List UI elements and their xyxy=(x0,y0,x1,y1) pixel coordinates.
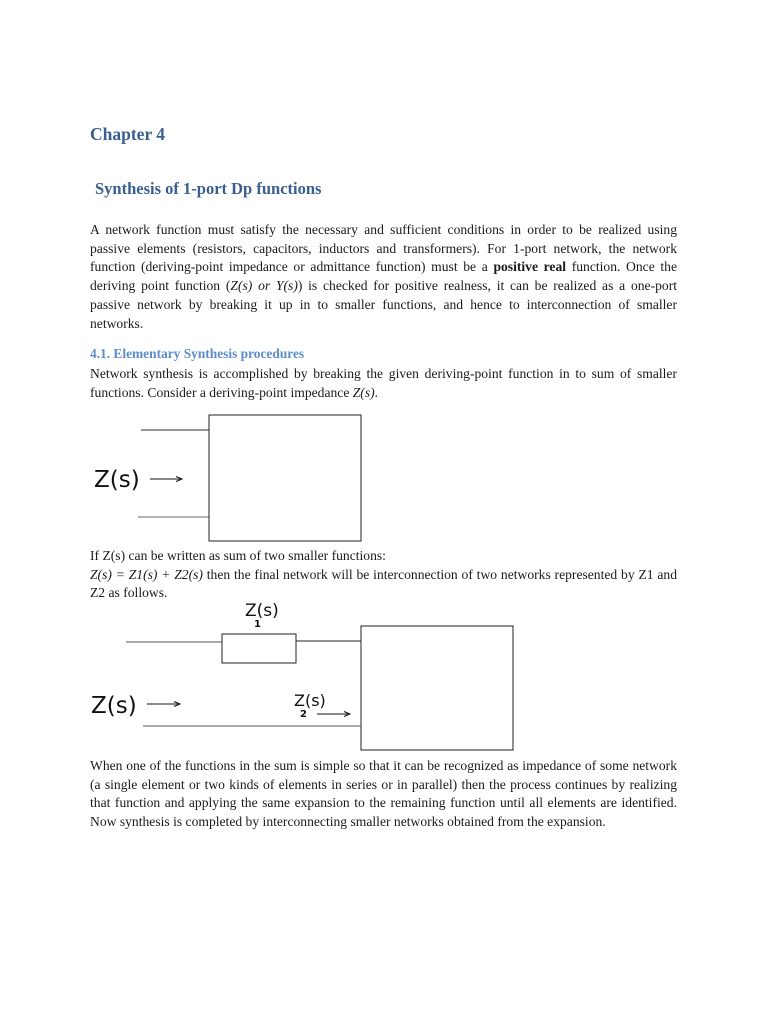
closing-paragraph: When one of the functions in the sum is simple so that it can be recognized as impedance of some network (a single element or two kinds of elements in series or in parallel) then the process continues by realizing that function and applying the same expansion to the remaining function until all elements are identified. Now synthesis is completed by interconnecting smaller networks obtained from the expansion. xyxy=(90,758,677,830)
sum-text-2: then the final network will be interconnection of two networks represented by Z1 and Z2 as follows. xyxy=(90,566,677,601)
sum-equation: Z(s) = Z1(s) + Z2(s) xyxy=(90,566,203,582)
fig2-z2-subscript: 2 xyxy=(300,709,307,720)
intro-text-2: function. Once the deriving point function ( xyxy=(90,259,677,294)
intro-text-1: A network function must satisfy the necessary and sufficient conditions in order to be realized using passive elements (resistors, capacitors, inductors and transformers). For 1-port network, the network function (deriving-point impedance or admittance function) must be a xyxy=(90,222,677,275)
intro-text-3: ) is checked for positive realness, it can be realized as a one-port passive network by breaking it up in to smaller functions, and hence to interconnection of smaller networks. xyxy=(90,278,677,331)
fig1-impedance-label: Z(s) xyxy=(94,467,140,493)
synthesis-text-1: Network synthesis is accomplished by breaking the given deriving-point function in to sum of smaller functions. Consider a deriving-point impedance xyxy=(90,366,677,400)
section-title: Synthesis of 1-port Dp functions xyxy=(95,179,322,198)
fig2-z2-label: Z(s) xyxy=(294,691,326,710)
impedance-notation: Z(s) xyxy=(352,384,375,400)
synthesis-text-2: . xyxy=(374,384,379,400)
chapter-heading: Chapter 4 xyxy=(90,124,166,144)
subsection-heading: 4.1. Elementary Synthesis procedures xyxy=(90,346,305,361)
fig2-z1-subscript: 1 xyxy=(254,619,261,630)
fig2-z1-label: Z(s) xyxy=(245,601,279,621)
fig2-impedance-label: Z(s) xyxy=(91,693,137,719)
fig2-z1-element xyxy=(222,634,296,663)
function-notation: Z(s) or Y(s) xyxy=(230,278,298,294)
fig2-z2-network-box xyxy=(361,626,513,750)
sum-line-1: If Z(s) can be written as sum of two smaller functions: xyxy=(90,548,386,563)
positive-real-term: positive real xyxy=(493,259,567,275)
